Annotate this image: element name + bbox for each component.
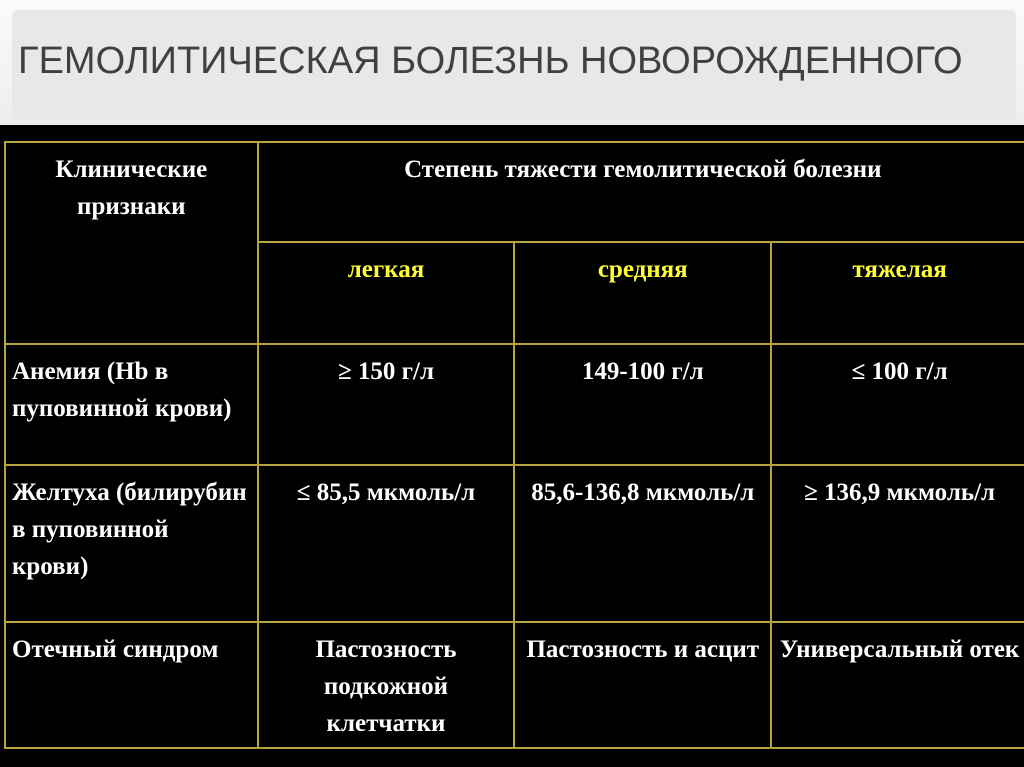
slide-title: ГЕМОЛИТИЧЕСКАЯ БОЛЕЗНЬ НОВОРОЖДЕННОГО (18, 40, 963, 82)
cell-mild: ≥ 150 г/л (258, 344, 515, 465)
cell-mild: ≤ 85,5 мкмоль/л (258, 465, 515, 622)
severity-moderate: средняя (514, 242, 771, 344)
table-row (5, 344, 1024, 465)
title-band (0, 0, 1024, 127)
row-sign: Желтуха (билирубин в пуповинной крови) (5, 465, 258, 622)
cell-severe: ≥ 136,9 мкмоль/л (771, 465, 1024, 622)
severity-severe: тяжелая (771, 242, 1024, 344)
cell-severe: Универсальный отек (771, 622, 1024, 748)
row-sign: Анемия (Hb в пуповинной крови) (5, 344, 258, 465)
header-severity: Степень тяжести гемолитической болезни (258, 142, 1024, 242)
table-area (0, 125, 1024, 767)
severity-table (4, 141, 1024, 749)
cell-moderate: 149-100 г/л (514, 344, 771, 465)
header-clinical-signs: Клинические признаки (5, 142, 258, 344)
table-header-row (5, 142, 1024, 242)
cell-mild: Пастозность подкожной клетчатки (258, 622, 515, 748)
cell-moderate: Пастозность и асцит (514, 622, 771, 748)
row-sign: Отечный синдром (5, 622, 258, 748)
severity-mild: легкая (258, 242, 515, 344)
cell-severe: ≤ 100 г/л (771, 344, 1024, 465)
table-row (5, 465, 1024, 622)
table-row (5, 622, 1024, 748)
cell-moderate: 85,6-136,8 мкмоль/л (514, 465, 771, 622)
